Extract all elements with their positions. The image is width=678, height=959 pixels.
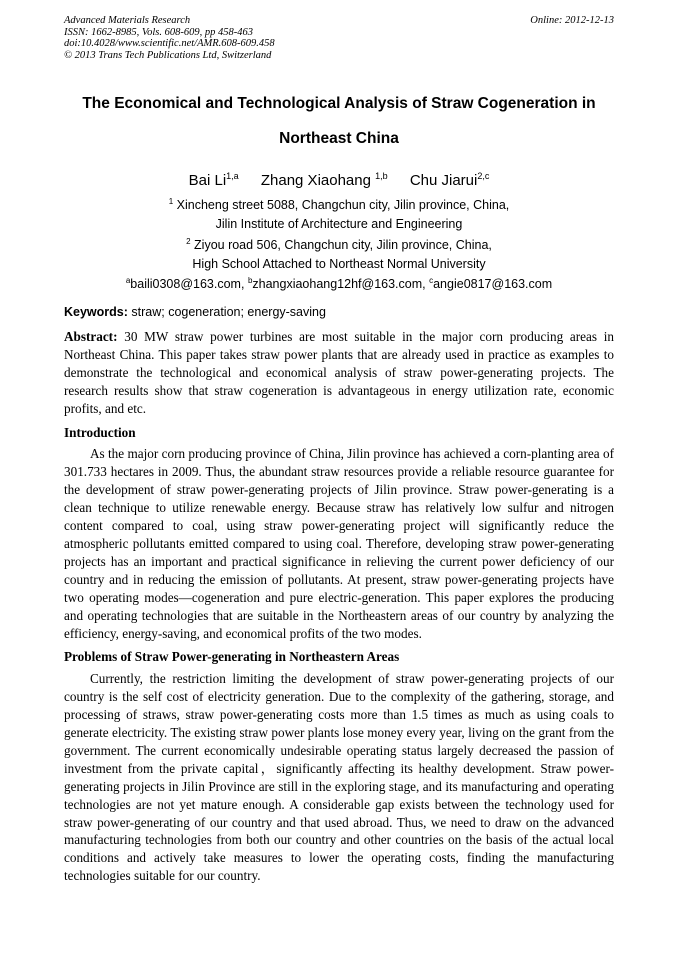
email[interactable]: $^c$angie0817@163.com	[429, 276, 553, 292]
affiliation-line: $^1$ Xincheng street 5088, Changchun city, Jilin province, China,	[168, 197, 510, 213]
abstract	[64, 328, 614, 418]
email[interactable]: $^b$zhangxiaohang12hf@163.com,	[247, 276, 426, 292]
affiliation-line: Jilin Institute of Architecture and Engineering	[215, 216, 463, 231]
section-paragraph: Currently, the restriction limiting the development of straw power-generating projects of our country is the self cost of electricity generation. Due to the complexity of the gathering, storage, and processing of straws, straw power-generating costs more than 1.5 times as much as using coals to generate electricity. The existing straw power plants lose money every year, living on the grant from the government. The current economically undesirable operating status largely decreased the passion of investment from the private capital，significantly affecting its healthy development. Straw power-generating projects in Jilin Province are still in the exploring stage, and its manufacturing and operating technologies are not yet mature enough. A considerable gap exists between the technology used for straw power-generating of our country and that used abroad. Thus, we need to draw on the advanced manufacturing technologies from both our country and other countries on the basis of the actual local conditions and actively take measures to lower the operating costs, finding the manufacturing technologies suitable for our country.	[64, 671, 614, 884]
email-list	[0, 272, 678, 293]
author: Zhang Xiaohang $^{1,b}$	[260, 171, 388, 189]
author: Bai Li$^{1,a}$	[188, 171, 239, 189]
affiliation-line: High School Attached to Northeast Normal University	[192, 256, 486, 271]
abstract-label: Abstract:	[64, 329, 118, 344]
section-heading: Problems of Straw Power-generating in Northeastern Areas	[64, 649, 400, 665]
affiliation-line: $^2$ Ziyou road 506, Changchun city, Jilin province, China,	[186, 237, 492, 253]
doi-line: doi:10.4028/www.scientific.net/AMR.608-609.458	[64, 38, 275, 49]
section-heading: Introduction	[64, 424, 136, 440]
copyright-line: © 2013 Trans Tech Publications Ltd, Switzerland	[64, 49, 272, 61]
author: Chu Jiarui$^{2,c}$	[409, 171, 490, 189]
section-paragraph: As the major corn producing province of China, Jilin province has achieved a corn-planting area of 301.733 hectares in 2009. Thus, the abundant straw resources provide a reliable resource guarantee for the development of straw power-generating projects of Jilin province. Straw power-generating is a clean technique to utilize renewable energy. Because straw has relatively low sulfur and nitrogen content compared to coal, using straw power-generating project will significantly reduce the atmospheric pollutants emitted compared to using coal. Therefore, developing straw power-generating projects has an important and practical significance in relieving the current power deficiency of our country and in reducing the emission of pollutants. At present, straw power-generating projects have two operating modes—cogeneration and pure electric-generation. This paper explores the producing and operating technologies that are suitable in the Northeastern areas of our country by analyzing the efficiency, energy-saving, and economical profits of the two modes.	[64, 446, 614, 641]
email[interactable]: $^a$baili0308@163.com,	[125, 276, 245, 292]
author-list	[0, 165, 678, 192]
abstract-text: 30 MW straw power turbines are most suitable in the major corn producing areas in Northeast China. This paper takes straw power plants that are already used in practice as examples to demonstrate the technological and economical analysis of straw power-generating projects. The research results show that straw cogeneration is advantageous in energy utilization rate, economic profits, and etc.	[64, 329, 615, 416]
title-line-1: The Economical and Technological Analysis of Straw Cogeneration in	[82, 95, 596, 112]
keywords-label: Keywords:	[64, 305, 128, 319]
issn-line: ISSN: 1662-8985, Vols. 608-609, pp 458-463	[64, 26, 253, 38]
keywords	[64, 303, 614, 321]
journal-name: Advanced Materials Research	[64, 15, 191, 26]
keywords-text: straw; cogeneration; energy-saving	[131, 305, 326, 319]
paper-title	[40, 86, 638, 156]
paper-body	[64, 328, 614, 885]
affiliations	[0, 193, 678, 273]
journal-header	[64, 15, 614, 61]
online-date: Online: 2012-12-13	[530, 15, 614, 26]
title-line-2: Northeast China	[279, 130, 399, 147]
